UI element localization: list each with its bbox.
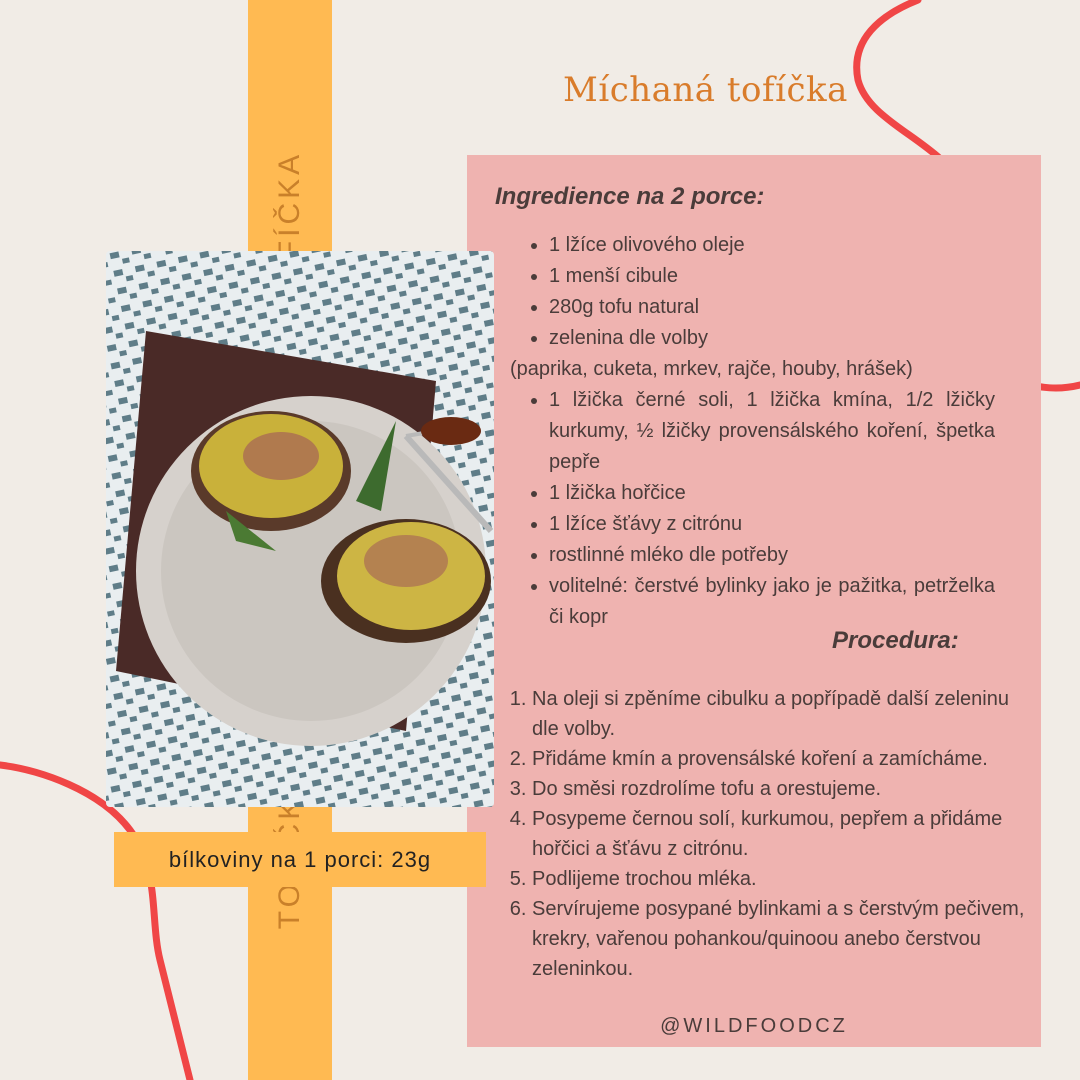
ingredient-item: • volitelné: čerstvé bylinky jako je pažitka, petrželka či kopr: [549, 571, 995, 633]
procedure-step: 1. Na oleji si zpěníme cibulku a popřípadě další zeleninu dle volby.: [532, 684, 1040, 744]
procedure-heading: Procedura:: [832, 627, 959, 654]
procedure-step: 4. Posypeme černou solí, kurkumou, pepřem a přidáme hořčici a šťávu z citrónu.: [532, 804, 1040, 864]
procedure-step: 2. Přidáme kmín a provensálské koření a zamícháme.: [532, 744, 1040, 774]
procedure-step: 6. Servírujeme posypané bylinkami a s čerstvým pečivem, krekry, vařenou pohankou/quinoou anebo čerstvou zeleninkou.: [532, 894, 1040, 984]
ingredient-item: • 1 menší cibule: [549, 261, 995, 292]
procedure-step: 5. Podlijeme trochou mléka.: [532, 864, 1040, 894]
ingredient-item: • rostlinné mléko dle potřeby: [549, 540, 995, 571]
ingredient-item: • zelenina dle volby: [549, 323, 995, 354]
ingredient-item: • 1 lžička hořčice: [549, 478, 995, 509]
recipe-title: Míchaná tofíčka: [563, 70, 848, 110]
procedure-step: 3. Do směsi rozdrolíme tofu a orestujeme.: [532, 774, 1040, 804]
procedure-steps: [510, 684, 1040, 984]
protein-badge: bílkoviny na 1 porci: 23g: [114, 832, 486, 887]
ingredients-heading: Ingredience na 2 porce:: [495, 183, 765, 210]
instagram-handle: @WILDFOODCZ: [660, 1015, 848, 1037]
ingredients-list: [510, 230, 995, 633]
ingredient-item: • 1 lžíce šťávy z citrónu: [549, 509, 995, 540]
food-photo: [106, 251, 494, 807]
vegetable-note: (paprika, cuketa, mrkev, rajče, houby, hrášek): [510, 358, 913, 380]
ingredient-item: • 1 lžíce olivového oleje: [549, 230, 995, 261]
ingredient-item: • 1 lžička černé soli, 1 lžička kmína, 1/2 lžičky kurkumy, ½ lžičky provensálského koření, špetka pepře: [549, 385, 995, 478]
ingredient-item: • 280g tofu natural: [549, 292, 995, 323]
